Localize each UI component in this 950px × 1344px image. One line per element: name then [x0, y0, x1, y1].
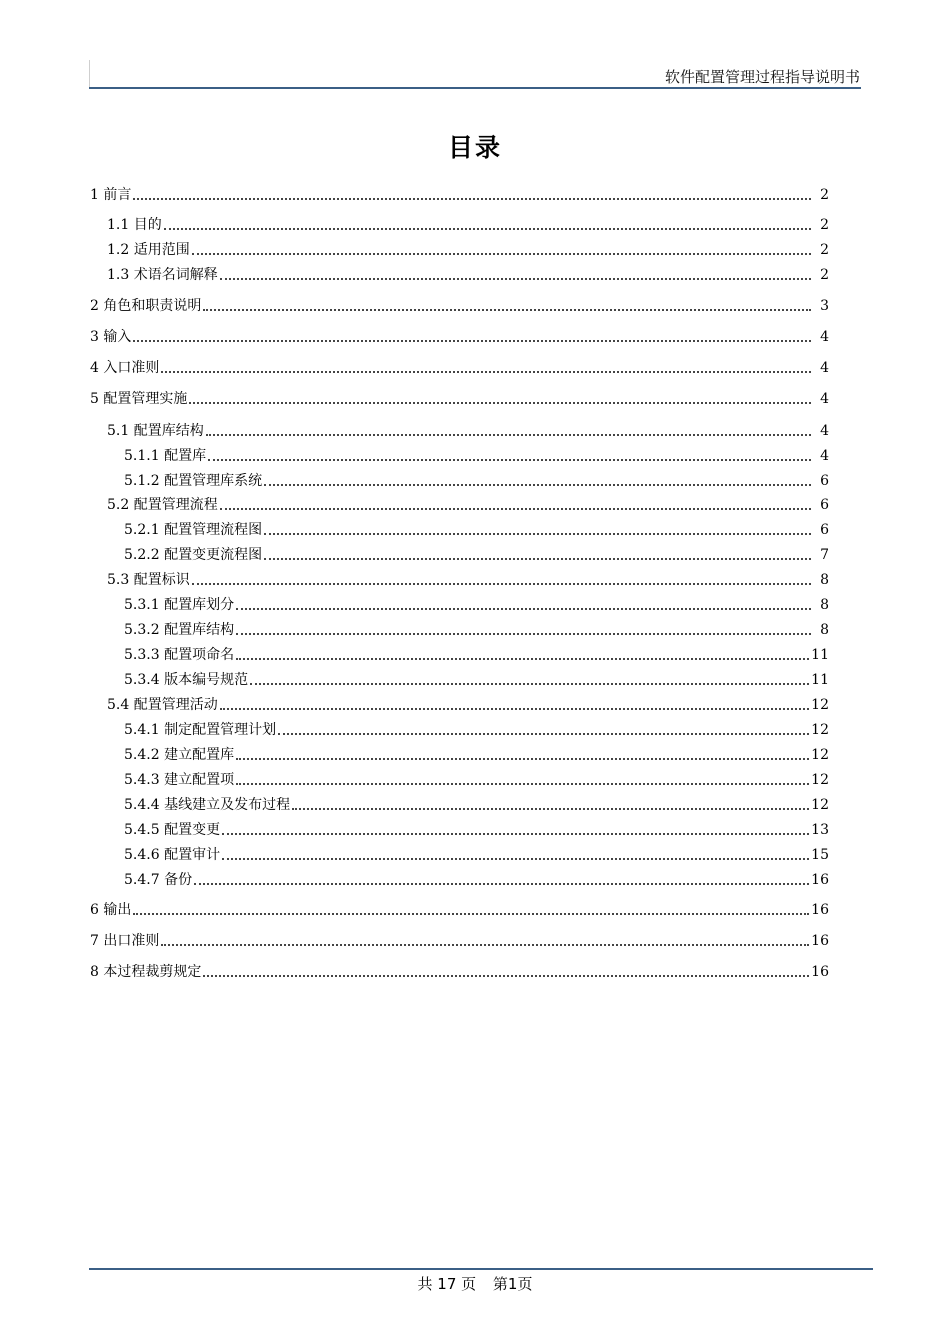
toc-entry-label: 5.2.2 配置变更流程图	[124, 547, 263, 563]
toc-entry[interactable]	[124, 644, 829, 664]
toc-entry[interactable]	[124, 470, 829, 490]
toc-entry-label: 5.3.3 配置项命名	[124, 647, 235, 663]
toc-leader-dots	[164, 228, 811, 230]
toc-entry-label: 5.4.1 制定配置管理计划	[124, 722, 277, 738]
toc-entry-label: 5.4.2 建立配置库	[124, 747, 235, 763]
toc-entry[interactable]	[107, 494, 829, 514]
toc-entry-page: 8	[820, 622, 829, 638]
toc-entry[interactable]	[124, 794, 829, 814]
toc-entry-label: 5.4.6 配置审计	[124, 847, 221, 863]
toc-entry-label: 2 角色和职责说明	[90, 298, 202, 314]
toc-leader-dots	[236, 658, 809, 660]
toc-entry-page: 2	[820, 267, 829, 283]
toc-entry-page: 12	[811, 797, 829, 813]
toc-entry-page: 12	[811, 722, 829, 738]
toc-entry-label: 5 配置管理实施	[90, 391, 188, 407]
toc-entry[interactable]	[124, 719, 829, 739]
toc-leader-dots	[220, 508, 811, 510]
toc-entry-page: 2	[820, 187, 829, 203]
toc-entry-label: 7 出口准则	[90, 933, 160, 949]
toc-entry-page: 4	[820, 360, 829, 376]
toc-entry[interactable]	[124, 519, 829, 539]
toc-leader-dots	[236, 608, 811, 610]
toc-entry[interactable]	[124, 544, 829, 564]
toc-entry-page: 13	[811, 822, 829, 838]
toc-entry-page: 12	[811, 697, 829, 713]
toc-entry[interactable]	[107, 214, 829, 234]
toc-entry-label: 5.4 配置管理活动	[107, 697, 218, 713]
toc-entry-label: 5.3 配置标识	[107, 572, 190, 588]
toc-entry-page: 7	[820, 547, 829, 563]
toc-entry-label: 6 输出	[90, 902, 132, 918]
toc-entry-label: 5.2 配置管理流程	[107, 497, 218, 513]
toc-entry-label: 3 输入	[90, 329, 132, 345]
toc-entry[interactable]	[90, 930, 829, 950]
toc-entry[interactable]	[90, 357, 829, 377]
toc-entry-page: 16	[811, 964, 829, 980]
footer-total-pages: 共 17 页	[417, 1275, 477, 1293]
toc-title: 目录	[447, 133, 502, 162]
toc-entry-label: 5.3.4 版本编号规范	[124, 672, 249, 688]
toc-entry-page: 8	[820, 572, 829, 588]
toc-entry[interactable]	[124, 594, 829, 614]
toc-entry-page: 15	[811, 847, 829, 863]
toc-entry-label: 1.1 目的	[107, 217, 162, 233]
toc-entry[interactable]	[124, 769, 829, 789]
toc-leader-dots	[250, 683, 809, 685]
toc-entry[interactable]	[124, 619, 829, 639]
toc-entry[interactable]	[107, 264, 829, 284]
toc-entry-page: 12	[811, 772, 829, 788]
toc-entry-page: 6	[820, 473, 829, 489]
toc-leader-dots	[189, 402, 811, 404]
toc-entry-page: 16	[811, 902, 829, 918]
footer-rule	[89, 1268, 873, 1270]
toc-entry-label: 5.4.7 备份	[124, 872, 193, 888]
toc-entry-label: 5.4.5 配置变更	[124, 822, 221, 838]
toc-entry-label: 1 前言	[90, 187, 132, 203]
toc-leader-dots	[203, 975, 809, 977]
toc-entry[interactable]	[124, 819, 829, 839]
toc-entry[interactable]	[107, 694, 829, 714]
footer	[0, 1273, 950, 1294]
toc-entry-page: 2	[820, 217, 829, 233]
footer-current-page: 第1页	[492, 1275, 533, 1293]
toc-leader-dots	[133, 198, 811, 200]
toc-entry-page: 6	[820, 497, 829, 513]
toc-entry-page: 4	[820, 329, 829, 345]
toc-entry-label: 1.2 适用范围	[107, 242, 190, 258]
toc-leader-dots	[264, 558, 811, 560]
toc-leader-dots	[206, 434, 811, 436]
toc-entry-page: 16	[811, 933, 829, 949]
toc-entry-label: 8 本过程裁剪规定	[90, 964, 202, 980]
toc-leader-dots	[236, 758, 809, 760]
toc-leader-dots	[192, 583, 811, 585]
toc-entry[interactable]	[124, 669, 829, 689]
toc-leader-dots	[236, 633, 811, 635]
toc-entry-page: 4	[820, 391, 829, 407]
toc-entry-page: 11	[811, 647, 829, 663]
toc-entry-label: 5.4.4 基线建立及发布过程	[124, 797, 291, 813]
toc-entry[interactable]	[90, 961, 829, 981]
toc-entry[interactable]	[90, 899, 829, 919]
toc-leader-dots	[264, 533, 811, 535]
toc-entry[interactable]	[107, 420, 829, 440]
toc-entry-label: 5.2.1 配置管理流程图	[124, 522, 263, 538]
toc-leader-dots	[292, 808, 809, 810]
toc-leader-dots	[161, 371, 811, 373]
toc-leader-dots	[222, 858, 809, 860]
toc-entry[interactable]	[90, 326, 829, 346]
toc-leader-dots	[220, 708, 809, 710]
toc-entry[interactable]	[124, 844, 829, 864]
toc-leader-dots	[133, 340, 811, 342]
toc-leader-dots	[222, 833, 809, 835]
header-title: 软件配置管理过程指导说明书	[664, 68, 860, 86]
toc-entry-label: 4 入口准则	[90, 360, 160, 376]
toc-entry[interactable]	[124, 445, 829, 465]
toc-leader-dots	[236, 783, 809, 785]
toc-leader-dots	[161, 944, 809, 946]
toc-entry-page: 2	[820, 242, 829, 258]
toc-entry[interactable]	[124, 744, 829, 764]
toc-leader-dots	[220, 278, 811, 280]
toc-entry-label: 5.1.2 配置管理库系统	[124, 473, 263, 489]
toc-entry-label: 5.4.3 建立配置项	[124, 772, 235, 788]
toc-entry-page: 16	[811, 872, 829, 888]
toc-entry-page: 4	[820, 423, 829, 439]
toc-leader-dots	[208, 459, 811, 461]
toc-entry-page: 12	[811, 747, 829, 763]
toc-entry-label: 5.1.1 配置库	[124, 448, 207, 464]
toc-leader-dots	[203, 309, 811, 311]
toc-entry[interactable]	[90, 295, 829, 315]
toc-leader-dots	[278, 733, 809, 735]
toc-entry-label: 5.1 配置库结构	[107, 423, 204, 439]
toc-entry[interactable]	[124, 869, 829, 889]
toc-entry-page: 8	[820, 597, 829, 613]
toc-entry-page: 4	[820, 448, 829, 464]
toc-entry-label: 5.3.2 配置库结构	[124, 622, 235, 638]
toc-leader-dots	[264, 484, 811, 486]
toc-entry[interactable]	[90, 388, 829, 408]
toc-entry-page: 11	[811, 672, 829, 688]
toc-entry[interactable]	[107, 569, 829, 589]
toc-entry-page: 6	[820, 522, 829, 538]
toc-entry[interactable]	[90, 184, 829, 204]
toc-leader-dots	[133, 913, 809, 915]
toc-entry-label: 1.3 术语名词解释	[107, 267, 218, 283]
toc-leader-dots	[192, 253, 811, 255]
toc-leader-dots	[194, 883, 809, 885]
toc-entry-page: 3	[820, 298, 829, 314]
toc-entry[interactable]	[107, 239, 829, 259]
toc-entry-label: 5.3.1 配置库划分	[124, 597, 235, 613]
